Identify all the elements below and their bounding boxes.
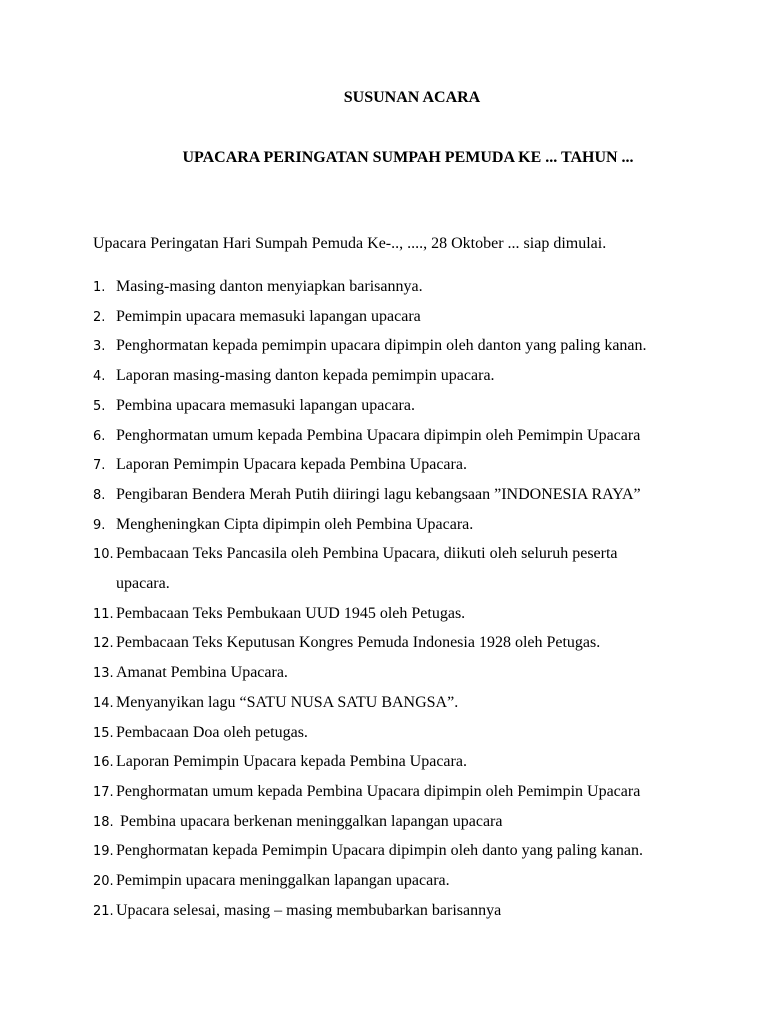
list-item <box>93 484 641 506</box>
list-item-text: Laporan Pemimpin Upacara kepada Pembina Upacara. <box>116 753 467 771</box>
list-item-text: Pembacaan Teks Keputusan Kongres Pemuda Indonesia 1928 oleh Petugas. <box>116 634 601 652</box>
document-subtitle: UPACARA PERINGATAN SUMPAH PEMUDA KE ... TAHUN ... <box>182 149 634 166</box>
list-item-number: 17. <box>93 784 114 800</box>
list-item-text: Upacara selesai, masing – masing membubarkan barisannya <box>116 901 502 919</box>
list-item <box>93 662 288 684</box>
list-item <box>93 840 643 862</box>
list-item <box>93 722 308 744</box>
list-item-number: 20. <box>93 874 114 889</box>
list-item <box>93 454 467 476</box>
list-item <box>93 365 495 387</box>
list-item-text: Penghormatan kepada pemimpin upacara dipimpin oleh danton yang paling kanan. <box>116 337 647 355</box>
list-item <box>93 335 647 357</box>
list-item-continuation: upacara. <box>116 575 170 592</box>
list-item-text: Pengibaran Bendera Merah Putih diiringi lagu kebangsaan ”INDONESIA RAYA” <box>116 485 641 503</box>
list-item <box>93 811 502 833</box>
list-item-text: Penghormatan kepada Pemimpin Upacara dipimpin oleh danto yang paling kanan. <box>116 842 643 860</box>
list-item-number: 12. <box>93 636 114 652</box>
list-item-number: 21. <box>93 903 114 919</box>
list-item <box>93 306 421 328</box>
list-item-number: 5. <box>93 398 106 414</box>
list-item-text: Mengheningkan Cipta dipimpin oleh Pembina Upacara. <box>116 515 474 533</box>
list-item-number: 16. <box>93 755 114 771</box>
list-item-number: 10. <box>93 547 114 563</box>
list-item <box>93 870 450 892</box>
list-item-text: Penghormatan umum kepada Pembina Upacara dipimpin oleh Pemimpin Upacara <box>116 426 641 444</box>
list-item-text: Pembacaan Doa oleh petugas. <box>116 723 308 741</box>
list-item <box>93 425 640 447</box>
list-item-number: 13. <box>93 666 114 682</box>
list-item-number: 7. <box>93 458 106 474</box>
list-item-number: 19. <box>93 844 114 860</box>
list-item-text: Laporan Pemimpin Upacara kepada Pembina Upacara. <box>116 456 467 474</box>
list-item <box>93 781 640 803</box>
list-item-text: Pemimpin upacara meninggalkan lapangan upacara. <box>116 872 450 889</box>
list-item-text: Pembina upacara memasuki lapangan upacara. <box>116 396 415 414</box>
list-item <box>93 751 467 773</box>
list-item <box>93 395 415 417</box>
list-item <box>93 514 473 536</box>
list-item <box>93 692 458 714</box>
list-item-text: Pembacaan Teks Pancasila oleh Pembina Upacara, diikuti oleh seluruh peserta <box>116 545 618 563</box>
list-item-text: Laporan masing-masing danton kepada pemimpin upacara. <box>116 367 495 385</box>
list-item-number: 1. <box>93 280 106 295</box>
list-item-text: Amanat Pembina Upacara. <box>116 664 288 682</box>
list-item-number: 4. <box>93 369 106 385</box>
document-title: SUSUNAN ACARA <box>343 89 481 106</box>
list-item-number: 15. <box>93 725 114 741</box>
list-item-number: 14. <box>93 695 114 711</box>
list-item-number: 11. <box>93 606 114 622</box>
list-item-number: 2. <box>93 309 106 325</box>
list-item-text: Penghormatan umum kepada Pembina Upacara dipimpin oleh Pemimpin Upacara <box>116 782 641 800</box>
list-item-text: Pembina upacara berkenan meninggalkan lapangan upacara <box>116 812 503 830</box>
list-item-text: Pemimpin upacara memasuki lapangan upacara <box>116 307 421 325</box>
list-item-text: Menyanyikan lagu “SATU NUSA SATU BANGSA”. <box>116 693 459 711</box>
list-item <box>93 543 618 565</box>
list-item-text: Masing-masing danton menyiapkan barisannya. <box>116 278 423 295</box>
list-item <box>93 900 501 922</box>
list-item <box>93 632 600 654</box>
list-item-number: 8. <box>93 487 106 503</box>
list-item-number: 9. <box>93 517 106 533</box>
list-item-number: 6. <box>93 428 106 444</box>
list-item <box>93 603 465 625</box>
list-item <box>93 276 423 298</box>
list-item-number: 3. <box>93 339 106 355</box>
list-item-number: 18. <box>93 814 114 830</box>
list-item-text: Pembacaan Teks Pembukaan UUD 1945 oleh Petugas. <box>116 604 466 622</box>
intro-paragraph: Upacara Peringatan Hari Sumpah Pemuda Ke-.., ...., 28 Oktober ... siap dimulai. <box>93 235 607 252</box>
